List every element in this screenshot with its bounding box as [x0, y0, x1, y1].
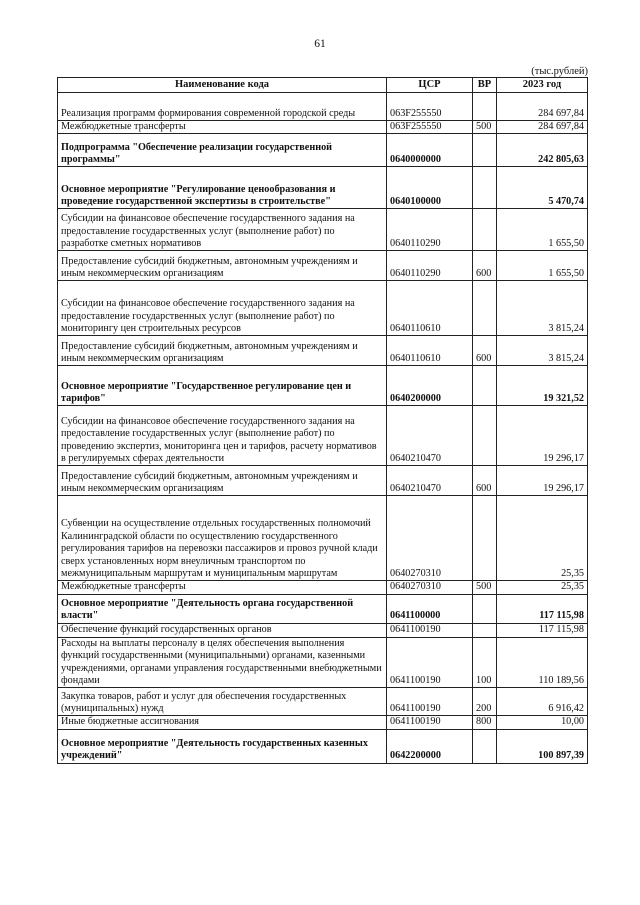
row-csr: 0641100000: [387, 594, 473, 623]
row-csr: 0640110290: [387, 251, 473, 281]
row-vr: [473, 496, 497, 581]
table-row: [58, 716, 588, 729]
row-amount: 284 697,84: [497, 93, 588, 121]
row-vr: [473, 281, 497, 336]
row-amount: 19 321,52: [497, 366, 588, 406]
row-vr: [473, 594, 497, 623]
row-name: Межбюджетные трансферты: [58, 581, 387, 594]
row-name: Основное мероприятие "Регулирование ценообразования и проведение государственной экспертизы в строительстве": [58, 167, 387, 209]
row-csr: 0640270310: [387, 581, 473, 594]
row-csr: 063F255550: [387, 121, 473, 134]
row-name: Подпрограмма "Обеспечение реализации государственной программы": [58, 134, 387, 167]
row-amount: 25,35: [497, 581, 588, 594]
row-csr: 0640110610: [387, 281, 473, 336]
row-csr: 0640210470: [387, 466, 473, 496]
row-name: Субсидии на финансовое обеспечение государственного задания на предоставление государственных услуг (выполнение работ) по разработке сметных нормативов: [58, 209, 387, 251]
table-row: [58, 209, 588, 251]
row-name: Основное мероприятие "Деятельность органа государственной власти": [58, 594, 387, 623]
row-amount: 100 897,39: [497, 729, 588, 763]
row-csr: 0640100000: [387, 167, 473, 209]
row-name: Предоставление субсидий бюджетным, автономным учреждениям и иным некоммерческим организациям: [58, 466, 387, 496]
table-row: [58, 623, 588, 637]
row-amount: 242 805,63: [497, 134, 588, 167]
table-row: [58, 729, 588, 763]
row-name: Предоставление субсидий бюджетным, автономным учреждениям и иным некоммерческим организациям: [58, 336, 387, 366]
row-vr: [473, 209, 497, 251]
row-amount: 6 916,42: [497, 688, 588, 716]
row-vr: 500: [473, 121, 497, 134]
table-row: [58, 688, 588, 716]
row-name: Субсидии на финансовое обеспечение государственного задания на предоставление государственных услуг (выполнение работ) по проведению экспертиз, мониторинга цен и тарифов, расчету нормативов в регулируемых сферах деятельности: [58, 406, 387, 466]
row-csr: 0640110290: [387, 209, 473, 251]
row-csr: 0640000000: [387, 134, 473, 167]
row-name: Реализация программ формирования современной городской среды: [58, 93, 387, 121]
row-vr: 800: [473, 716, 497, 729]
row-csr: 0640270310: [387, 496, 473, 581]
row-amount: 25,35: [497, 496, 588, 581]
row-amount: 117 115,98: [497, 594, 588, 623]
row-name: Субвенции на осуществление отдельных государственных полномочий Калининградской области по осуществлению государственного регулирования тарифов на перевозки пассажиров и провоз ручной клади сверх установленных норм внеуличным транспортом по межмуниципальным маршрутам и муниципальным маршрутам: [58, 496, 387, 581]
row-amount: 284 697,84: [497, 121, 588, 134]
row-amount: 3 815,24: [497, 281, 588, 336]
row-amount: 3 815,24: [497, 336, 588, 366]
row-vr: 600: [473, 336, 497, 366]
table-row: [58, 581, 588, 594]
table-row: [58, 93, 588, 121]
row-amount: 1 655,50: [497, 251, 588, 281]
table-row: [58, 251, 588, 281]
header-name: Наименование кода: [58, 78, 387, 93]
row-vr: [473, 623, 497, 637]
row-name: Закупка товаров, работ и услуг для обеспечения государственных (муниципальных) нужд: [58, 688, 387, 716]
row-name: Межбюджетные трансферты: [58, 121, 387, 134]
row-csr: 0641100190: [387, 623, 473, 637]
header-vr: ВР: [473, 78, 497, 93]
table-row: [58, 366, 588, 406]
row-name: Расходы на выплаты персоналу в целях обеспечения выполнения функций государственными (муниципальными) органами, казенными учреждениями, органами управления государственными внебюджетными фондами: [58, 637, 387, 688]
table-body: [58, 93, 588, 764]
table-row: [58, 121, 588, 134]
budget-table: [57, 77, 588, 764]
table-row: [58, 637, 588, 688]
row-vr: [473, 167, 497, 209]
row-vr: [473, 134, 497, 167]
header-csr: ЦСР: [387, 78, 473, 93]
row-name: Иные бюджетные ассигнования: [58, 716, 387, 729]
row-vr: [473, 366, 497, 406]
table-row: [58, 466, 588, 496]
table-row: [58, 336, 588, 366]
row-amount: 19 296,17: [497, 406, 588, 466]
row-vr: [473, 406, 497, 466]
row-vr: [473, 729, 497, 763]
row-csr: 0640200000: [387, 366, 473, 406]
row-csr: 063F255550: [387, 93, 473, 121]
row-csr: 0641100190: [387, 716, 473, 729]
row-name: Основное мероприятие "Деятельность государственных казенных учреждений": [58, 729, 387, 763]
row-csr: 0640210470: [387, 406, 473, 466]
row-name: Субсидии на финансовое обеспечение государственного задания на предоставление государственных услуг (выполнение работ) по мониторингу цен строительных ресурсов: [58, 281, 387, 336]
table-row: [58, 406, 588, 466]
row-csr: 0641100190: [387, 637, 473, 688]
table-row: [58, 594, 588, 623]
table-header-row: [58, 78, 588, 93]
header-amount: 2023 год: [497, 78, 588, 93]
row-csr: 0640110610: [387, 336, 473, 366]
row-amount: 10,00: [497, 716, 588, 729]
row-vr: 200: [473, 688, 497, 716]
row-amount: 19 296,17: [497, 466, 588, 496]
row-name: Основное мероприятие "Государственное регулирование цен и тарифов": [58, 366, 387, 406]
row-csr: 0642200000: [387, 729, 473, 763]
table-row: [58, 167, 588, 209]
row-amount: 117 115,98: [497, 623, 588, 637]
page-number: 61: [314, 38, 326, 50]
table-row: [58, 134, 588, 167]
row-vr: 600: [473, 466, 497, 496]
table-row: [58, 496, 588, 581]
row-name: Предоставление субсидий бюджетным, автономным учреждениям и иным некоммерческим организациям: [58, 251, 387, 281]
row-amount: 110 189,56: [497, 637, 588, 688]
units-label: (тыс.рублей): [531, 66, 588, 77]
row-vr: 600: [473, 251, 497, 281]
row-amount: 1 655,50: [497, 209, 588, 251]
row-csr: 0641100190: [387, 688, 473, 716]
row-vr: 100: [473, 637, 497, 688]
row-name: Обеспечение функций государственных органов: [58, 623, 387, 637]
row-amount: 5 470,74: [497, 167, 588, 209]
table-row: [58, 281, 588, 336]
row-vr: 500: [473, 581, 497, 594]
row-vr: [473, 93, 497, 121]
